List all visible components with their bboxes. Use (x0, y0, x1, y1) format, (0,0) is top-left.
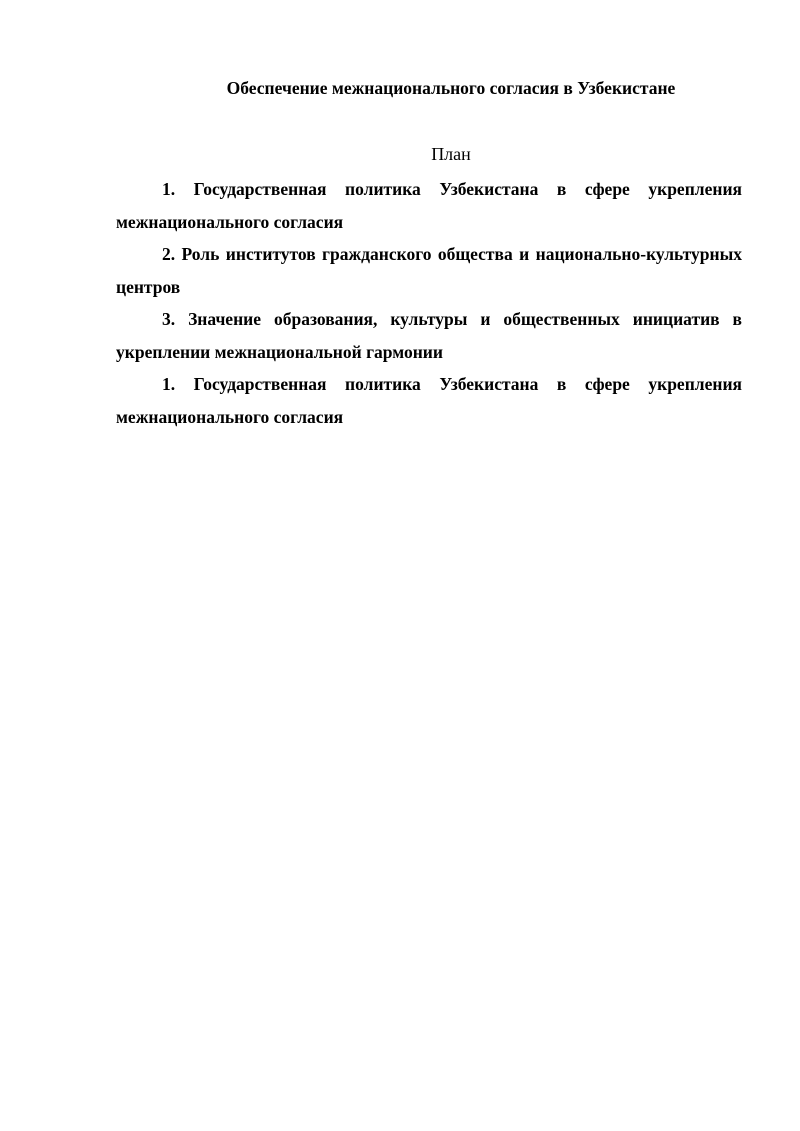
plan-item-3: 3. Значение образования, культуры и общественных инициатив в укреплении межнациональной гармонии (116, 309, 742, 362)
document-title: Обеспечение межнационального согласия в Узбекистане (226, 78, 676, 98)
plan-item-1: 1. Государственная политика Узбекистана в сфере укрепления межнационального согласия (116, 179, 742, 232)
plan-list (116, 173, 742, 433)
plan-heading: План (431, 144, 471, 164)
plan-item-2: 2. Роль институтов гражданского общества и национально-культурных центров (116, 244, 742, 297)
section-heading-1: 1. Государственная политика Узбекистана в сфере укрепления межнационального согласия (116, 374, 742, 427)
